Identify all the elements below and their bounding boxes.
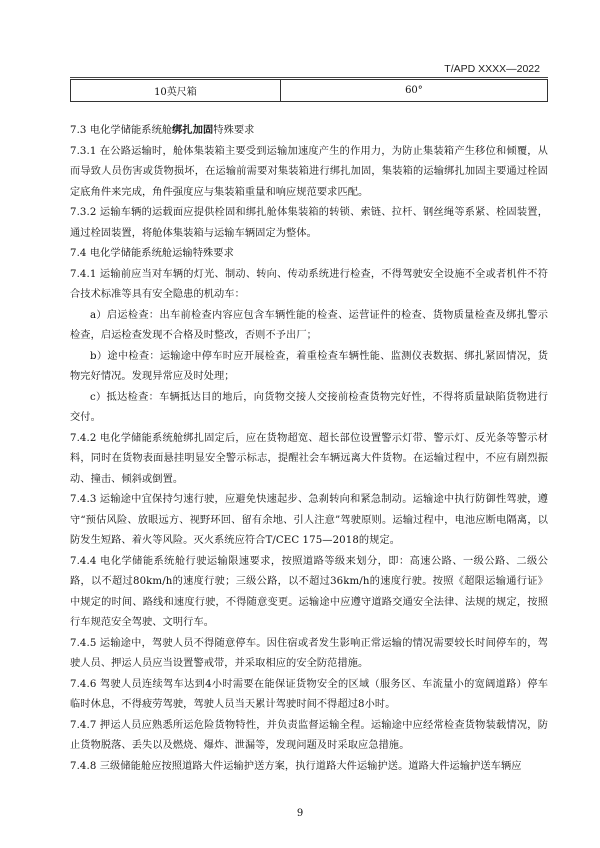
paragraph-7-4-3: 7.4.3 运输途中宜保持匀速行驶，应避免快速起步、急刹转向和紧急制动。运输途中执行防御性驾驶，遵守“预估风险、放眼远方、视野环回、留有余地、引人注意”驾驶原则。运输过程中，电池应断电隔离，以防发生短路、着火等风险。灭火系统应符合T/CEC 175—2018的规定。	[70, 494, 548, 546]
document-body	[70, 120, 548, 777]
list-item-b: b）途中检查：运输途中停车时应开展检查，着重检查车辆性能、监测仪表数据、绑扎紧固情况，货物完好情况。发现异常应及时处理；	[70, 350, 548, 382]
section-heading-7-3: 7.3 电化学储能系统舱绑扎加固特殊要求	[70, 124, 255, 136]
page-number: 9	[296, 808, 304, 819]
list-item-a: a）启运检查：出车前检查内容应包含车辆性能的检查、运营证件的检查、货物质量检查及绑扎警示检查，启运检查发现不合格及时整改，否则不予出厂；	[70, 309, 548, 341]
paragraph-7-4-7: 7.4.7 押运人员应熟悉所运危险货物特性，并负责监督运输全程。运输途中应经常检查货物装载情况，防止货物脱落、丢失以及燃烧、爆炸、泄漏等，发现问题及时采取应急措施。	[70, 719, 548, 751]
paragraph-7-4-1: 7.4.1 运输前应当对车辆的灯光、制动、转向、传动系统进行检查，不得驾驶安全设施不全或者机件不符合技术标准等具有安全隐患的机动车：	[70, 268, 548, 300]
header-divider	[70, 77, 548, 78]
table-cell-angle: 60°	[280, 80, 547, 102]
section-heading-7-4: 7.4 电化学储能系统舱运输特殊要求	[70, 248, 234, 259]
list-item-c: c）抵达检查：车辆抵达目的地后，向货物交接人交接前检查货物完好性，不得将质量缺陷货物进行交付。	[70, 391, 548, 423]
paragraph-7-4-4: 7.4.4 电化学储能系统舱行驶运输限速要求，按照道路等级来划分，即：高速公路、一级公路、二级公路，以不超过80km/h的速度行驶；三级公路，以不超过36km/h的速度行驶。按照《超限运输通行证》中规定的时间、路线和速度行驶，不得随意变更。运输途中应遵守道路交通安全法律、法规的规定，按照行车规范安全驾驶、文明行车。	[70, 555, 548, 628]
table-cell-size: 10英尺箱	[71, 80, 281, 102]
spec-table	[70, 79, 548, 102]
paragraph-7-4-8: 7.4.8 三级储能舱应按照道路大件运输护送方案，执行道路大件运输护送。道路大件运输护送车辆应	[70, 760, 522, 772]
paragraph-7-4-6: 7.4.6 驾驶人员连续驾车达到4小时需要在能保证货物安全的区域（服务区、车流量小的宽阔道路）停车临时休息，不得疲劳驾驶，驾驶人员当天累计驾驶时间不得超过8小时。	[70, 678, 548, 710]
table-row	[71, 80, 548, 102]
document-code: T/APD XXXX—2022	[444, 63, 540, 75]
paragraph-7-3-1: 7.3.1 在公路运输时，舱体集装箱主要受到运输加速度产生的作用力，为防止集装箱产生移位和倾覆，从而导致人员伤害或货物损坏，在运输前需要对集装箱进行绑扎加固，集装箱的运输绑扎加固主要通过栓固定底角件来完成，角件强度应与集装箱重量和响应规范要求匹配。	[70, 145, 548, 198]
paragraph-7-4-2: 7.4.2 电化学储能系统舱绑扎固定后，应在货物超宽、超长部位设置警示灯带、警示灯、反光条等警示材料，同时在货物表面悬挂明显安全警示标志，提醒社会车辆远离大件货物。在运输过程中，不应有剧烈振动、撞击、倾斜或倒置。	[70, 432, 548, 485]
paragraph-7-4-5: 7.4.5 运输途中，驾驶人员不得随意停车。因住宿或者发生影响正常运输的情况需要较长时间停车的，驾驶人员、押运人员应当设置警戒带，并采取相应的安全防范措施。	[70, 637, 548, 669]
paragraph-7-3-2: 7.3.2 运输车辆的运载面应提供栓固和绑扎舱体集装箱的转锁、索链、拉杆、钢丝绳等系紧、栓固装置，通过栓固装置，将舱体集装箱与运输车辆固定为整体。	[70, 207, 548, 239]
